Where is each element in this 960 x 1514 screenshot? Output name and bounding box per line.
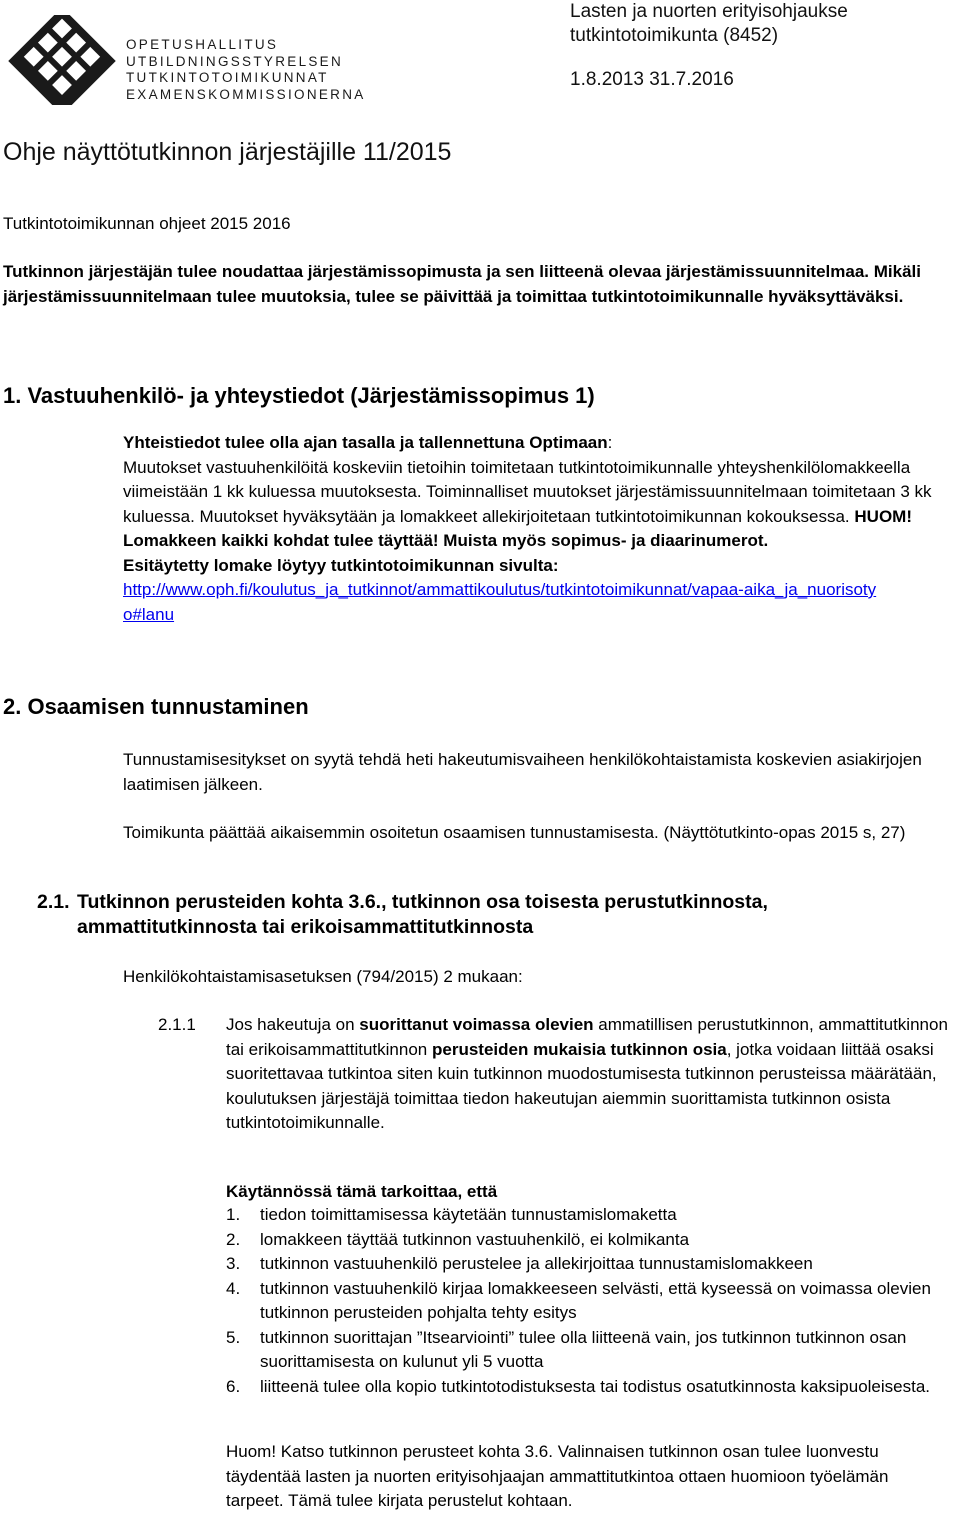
section2-para1: Tunnustamisesitykset on syytä tehdä heti hakeutumisvaiheen henkilökohtaistamista koskevien asiakirjojen laatimisen jälkeen.	[123, 750, 922, 794]
page-title: Ohje näyttötutkinnon järjestäjille 11/2015	[3, 138, 452, 166]
list-item	[226, 1228, 936, 1253]
org-line: TUTKINTOTOIMIKUNNAT	[126, 70, 329, 85]
item-text-part: Jos hakeutuja on	[226, 1015, 360, 1034]
logo-emblem	[0, 15, 120, 105]
section1-body	[123, 431, 953, 627]
diamond-emblem-icon	[0, 15, 120, 105]
link-line	[123, 578, 883, 627]
item-211-text	[226, 1013, 951, 1136]
committee-name-line1: Lasten ja nuorten erityisohjaukse	[570, 1, 848, 22]
section1-heading: 1. Vastuuhenkilö- ja yhteystiedot (Järjestämissopimus 1)	[3, 383, 595, 408]
committee-period: 1.8.2013 31.7.2016	[570, 69, 734, 90]
practice-steps-list	[226, 1203, 936, 1399]
section2-heading: 2. Osaamisen tunnustaminen	[3, 694, 309, 719]
item-text-part: , jotka voidaan liittää osaksi suoritettavaa tutkintoa siten kuin tutkinnon muodostumisesta tutkinnon perusteissa määrätään, koulutuksen järjestäjä toimittaa tiedon hakeutujan aiemmin suorittamista tutkinnon osista tutkintotoimikunnalle.	[226, 1039, 937, 1132]
section1-huom: HUOM! Lomakkeen kaikki kohdat tulee täyttää! Muista myös sopimus- ja diaarinumerot.	[123, 506, 912, 550]
step-number: 6.	[226, 1376, 241, 1396]
item-211-number: 2.1.1	[158, 1015, 196, 1034]
section2-para2: Toimikunta päättää aikaisemmin osoitetun osaamisen tunnustamisesta. (Näyttötutkinto-opas 2015 s, 27)	[123, 823, 906, 842]
section1-lead-colon: :	[607, 433, 613, 452]
org-line: EXAMENSKOMMISSIONERNA	[126, 86, 366, 102]
oph-link[interactable]: http://www.oph.fi/koulutus_ja_tutkinnot/ammattikoulutus/tutkintotoimikunnat/vapaa-aika_ja_nuorisotyo#lanu	[123, 580, 877, 624]
section21-heading	[37, 890, 917, 940]
section1-lead-line	[123, 431, 953, 456]
subtitle: Tutkintotoimikunnan ohjeet 2015 2016	[3, 214, 291, 233]
list-item	[226, 1252, 936, 1277]
organization-name	[126, 37, 366, 103]
list-item	[226, 1375, 936, 1400]
item-bold-part: suorittanut voimassa olevien	[359, 1015, 594, 1034]
intro-paragraph: Tutkinnon järjestäjän tulee noudattaa järjestämissopimusta ja sen liitteenä olevaa järjestämissuunnitelmaa. Mikäli järjestämissuunnitelmaan tulee muutoksia, tulee se päivittää ja toimittaa tutkintotoimikunnalle hyväksyttäväksi.	[3, 262, 921, 306]
item-text-part: ammatillisen perustutkinnon, ammattitutkinnon tai erikoisammattitutkinnon	[226, 1015, 948, 1059]
step-number: 4.	[226, 1278, 241, 1298]
step-text: tutkinnon vastuuhenkilö kirjaa lomakkeeseen selvästi, että kyseessä on voimassa olevien tutkinnon perusteiden pohjalta tehty esitys	[260, 1278, 931, 1322]
section1-lead: Yhteistiedot tulee olla ajan tasalla ja tallennettuna Optimaan	[123, 433, 608, 452]
list-item	[226, 1326, 936, 1375]
step-number: 2.	[226, 1229, 241, 1249]
decree-line: Henkilökohtaistamisasetuksen (794/2015) 2 mukaan:	[123, 967, 523, 986]
step-text: lomakkeen täyttää tutkinnon vastuuhenkilö, ei kolmikanta	[260, 1229, 690, 1249]
list-item	[226, 1203, 936, 1228]
step-text: tutkinnon suorittajan ”Itsearviointi” tulee olla liitteenä vain, jos tutkinnon tutkinnon osan suorittamisesta on kulunut yli 5 vuotta	[260, 1327, 907, 1371]
section1-body-text: Muutokset vastuuhenkilöitä koskeviin tietoihin toimitetaan tutkintotoimikunnalle yhteyshenkilölomakkeella viimeistään 1 kk kuluessa muutoksesta. Toiminnalliset muutokset järjestämissuunnitelmaan toimitetaan 3 kk kuluessa. Muutokset hyväksytään ja lomakkeet allekirjoitetaan tutkintotoimikunnan kokouksessa.	[123, 457, 932, 526]
step-text: liitteenä tulee olla kopio tutkintotodistuksesta tai todistus osatutkinnosta kaksipuoleisesta.	[260, 1376, 931, 1396]
closing-note: Huom! Katso tutkinnon perusteet kohta 3.6. Valinnaisen tutkinnon osan tulee luonvestu täydentää lasten ja nuorten erityisohjaajan ammattitutkintoa ottaen huomioon työelämän tarpeet. Tämä tulee kirjata perustelut kohtaan.	[226, 1442, 889, 1510]
committee-info	[570, 0, 848, 92]
list-item	[226, 1277, 936, 1326]
committee-name-line2: tutkintotoimikunta (8452)	[570, 25, 779, 46]
section21-number: 2.1.	[37, 891, 70, 913]
step-number: 3.	[226, 1254, 241, 1273]
org-line: UTBILDNINGSSTYRELSEN	[126, 53, 344, 69]
step-text: tiedon toimittamisessa käytetään tunnustamislomaketta	[260, 1205, 677, 1224]
step-text: tutkinnon vastuuhenkilö perustelee ja allekirjoittaa tunnustamislomakkeen	[260, 1254, 813, 1273]
practice-heading: Käytännössä tämä tarkoittaa, että	[226, 1182, 498, 1201]
org-line: OPETUSHALLITUS	[126, 37, 279, 52]
step-number: 5.	[226, 1327, 241, 1347]
item-bold-part: perusteiden mukaisia tutkinnon osia	[431, 1039, 727, 1059]
form-note: Esitäytetty lomake löytyy tutkintotoimikunnan sivulta:	[123, 555, 559, 575]
section1-text	[123, 456, 953, 554]
step-number: 1.	[226, 1205, 241, 1224]
section21-title: Tutkinnon perusteiden kohta 3.6., tutkinnon osa toisesta perustutkinnosta, ammattitutkinnosta tai erikoisammattitutkinnosta	[77, 891, 768, 938]
